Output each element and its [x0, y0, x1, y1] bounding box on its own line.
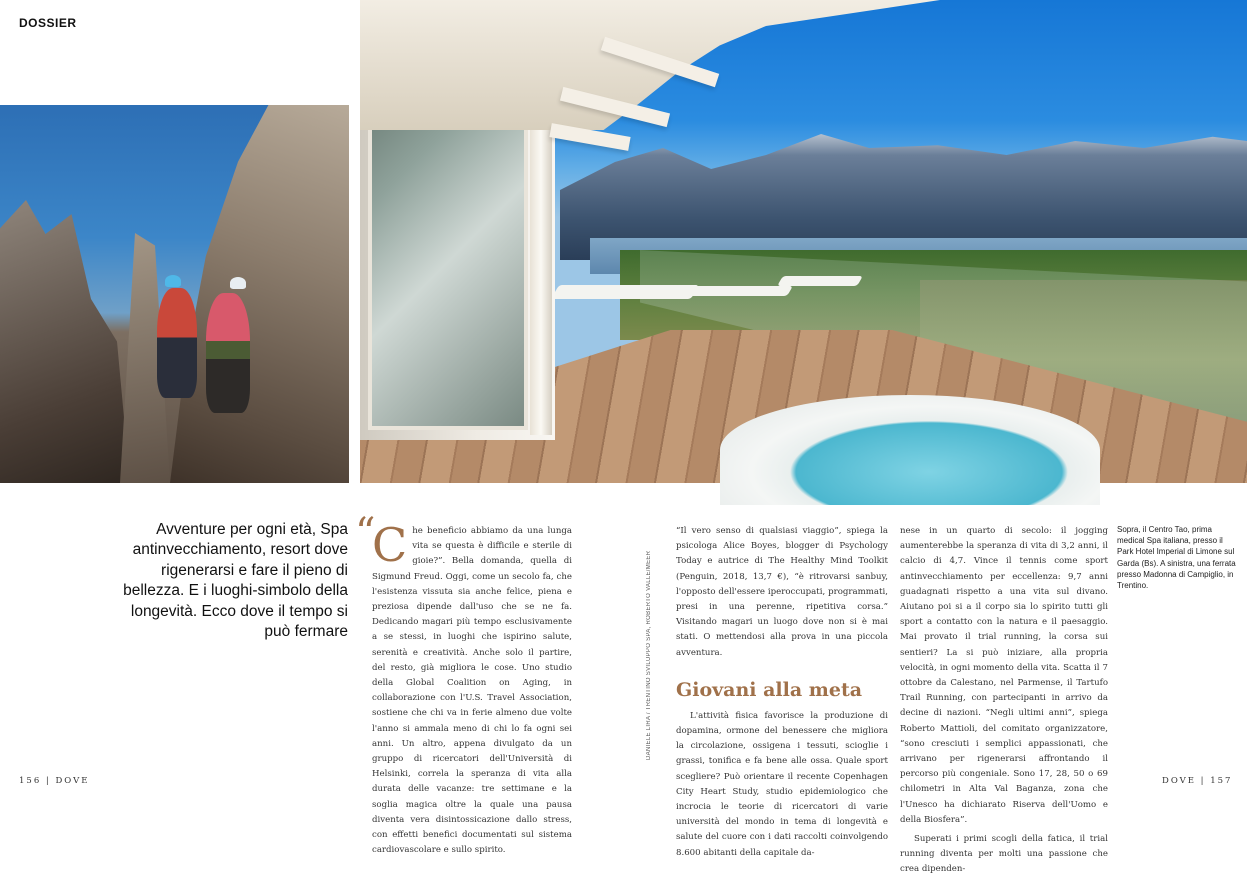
- helmet: [230, 277, 246, 289]
- photo-caption: Sopra, il Centro Tao, prima medical Spa italiana, presso il Park Hotel Imperial di Limone sul Garda (Bs). A sinistra, una ferrata presso Madonna di Campiglio, in Trentino.: [1117, 525, 1236, 591]
- helmet: [165, 275, 181, 287]
- article-column-3: [900, 524, 1108, 878]
- opening-quote-mark: “: [355, 510, 376, 556]
- column-2-text-a: “Il vero senso di qualsiasi viaggio”, spiega la psicologa Alice Boyes, blogger di Psychology Today e autrice di The Healthy Mind Toolkit (Penguin, 2018, 13,7 €), “è ritrovarsi sanbuy, l'opposto dell'essere iperoccupati, programmati, presi in una perenne, ripetitiva corsa.” Visitando magari un luogo dove non si è mai stati. O mettendosi alla prova in una piccola avventura.: [676, 526, 888, 658]
- sun-lounger: [687, 286, 793, 296]
- photo-credit: DANIELE LIRA / TRENTINO SVILUPPO SPA, ROBERTO VALLE/MEER: [646, 550, 652, 760]
- page-number-right: DOVE | 157: [1162, 776, 1233, 786]
- cliff-face: [170, 105, 349, 483]
- column-2-text-b: L'attività fisica favorisce la produzione di dopamina, ormone del benessere che migliora la circolazione, ossigena i tessuti, scioglie i grassi, tonifica e fa bene alle ossa. Quale sport scegliere? Può orientare il recente Copenhagen City Heart Study, studio epidemiologico che incrocia le teorie di ricercatori di varie università del mondo in tema di longevità e salute del cuore con i dati raccolti coinvolgendo 8.600 abitanti della capitale da-: [676, 710, 888, 858]
- section-label: DOSSIER: [19, 16, 77, 30]
- column-3-text-b: Superati i primi scogli della fatica, il trial running diventa per molti una passione che crea dipenden-: [900, 834, 1108, 875]
- article-column-2: [676, 524, 888, 861]
- column-1-text: he beneficio abbiamo da una lunga vita se questa è difficile e sterile di gioie?”. Bella domanda, quella di Sigmund Freud. Oggi, come un secolo fa, che l'esistenza vissuta sia anche felice, piena e preziosa dipende dall'uso che se ne fa. Dedicando magari più tempo esclusivamente a se stessi, in luoghi che ispirino salute, serenità e creatività. Anche solo il partire, del resto, già migliora le cose. Uno studio della Global Coalition on Aging, in collaborazione con l'U.S. Travel Association, sostiene che chi va in ferie almeno due volte l'anno si ammala meno di chi lo fa ogni sei anni. Un altro, appena divulgato da un gruppo di ricercatori dell'Università di Helsinki, correla la speranza di vita alla durata delle vacanze: tre settimane e la soglia magica oltre la quale una pausa diventa vera disintossicazione dallo stress, con effetti benefici documentati sul sistema cardiovascolare e sullo spirito.: [372, 526, 572, 856]
- column-3-text-a: nese in un quarto di secolo: il jogging aumenterebbe la speranza di vita di 3,2 anni, il calcio di 4,7. Vince il tennis come sport antinvecchiamento per eccellenza: 9,7 anni guadagnati rispetto a una vita sul divano. Aiutano poi si a il corpo sia lo spirito tutti gli sport a contatto con la natura e il paesaggio. Mai provato il trial running, la corsa sui sentieri? La si può iniziare, alla propria velocità, in ogni momento della vita. Scatta il 7 ottobre da Calestano, nel Parmense, il Tartufo Trail Running, con partecipanti in arrivo da decine di nazioni. “Negli ultimi anni”, spiega Roberto Mattioli, del comitato organizzatore, “sono cresciuti i semplici appassionati, che arrivano per rigenerarsi affrontando il percorso più congeniale. Sono 17, 28, 50 o 69 chilometri in Alta Val Baganza, zona che l'Unesco ha dichiarato Riserva dell'Uomo e della Biosfera”.: [900, 526, 1108, 825]
- article-column-1: [372, 518, 572, 858]
- drop-cap: C: [372, 518, 408, 572]
- resort-photo: [360, 0, 1247, 483]
- page-number-left: 156 | DOVE: [19, 776, 90, 786]
- pull-quote: Avventure per ogni età, Spa antinvecchiamento, resort dove rigenerarsi e fare il pieno di bellezza. E i luoghi-simbolo della longevità. Ecco dove il tempo si può fermare: [123, 521, 348, 641]
- climber-figure: [157, 288, 197, 398]
- jacuzzi: [720, 395, 1100, 505]
- climbers-photo: [0, 105, 349, 483]
- climber-figure: [206, 293, 250, 413]
- rock-formation: [0, 200, 130, 483]
- sun-lounger: [777, 276, 863, 286]
- sun-lounger: [551, 285, 699, 299]
- subheading: Giovani alla meta: [676, 678, 863, 701]
